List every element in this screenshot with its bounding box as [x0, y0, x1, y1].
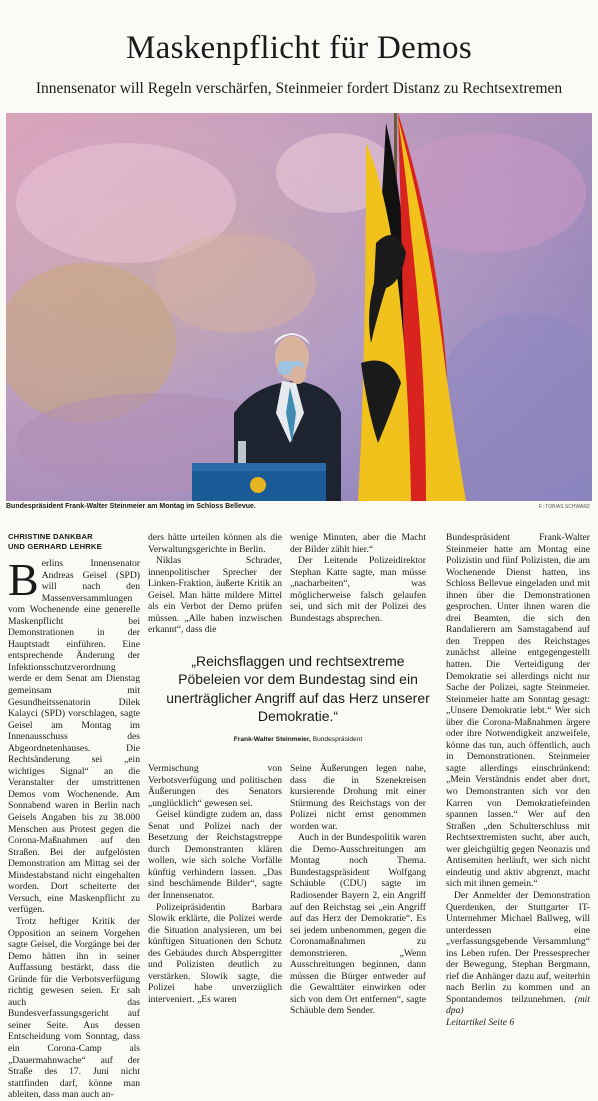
agency-note: (mit dpa)	[446, 993, 590, 1017]
lead-paragraph	[8, 554, 140, 916]
author-2: UND GERHARD LEHRKE	[8, 542, 102, 551]
paragraph: Seine Äußerungen legen nahe, dass die in Szenekreisen kursierende Drohung mit einer Stürmung des Reichstags von der Polizei nicht ernst genommen worden war.	[290, 763, 426, 832]
paragraph: Geisel kündigte zudem an, dass Senat und Polizei nach der Besetzung der Reichstagstreppe durch Demonstranten klären wollen, wie sich solche Vorfälle künftig verhindern lassen. „Das sind beschämende Bilder“, sagte der Innensenator.	[148, 809, 282, 902]
column-4	[446, 532, 590, 1029]
photo-caption: Bundespräsident Frank-Walter Steinmeier am Montag im Schloss Bellevue.	[6, 503, 256, 510]
byline	[8, 532, 140, 552]
quote-author: Frank-Walter Steinmeier,	[233, 735, 311, 743]
paragraph: Auch in der Bundespolitik waren die Demo-Ausschreitungen am Montag noch Thema. Bundestagspräsident Wolfgang Schäuble (CDU) sagte im Radiosender Bayern 2, ein Angriff auf den Reichstag sei „ein Angriff auf das Herz der Demokratie“. Es sei jedem unbenommen, gegen die Coronamaßnahmen zu demonstrieren. „Wenn Ausschreitungen beginnen, dann müssen die Bürger entweder auf die Gewalttäter einwirken oder sich von dem Ort entfernen“, sagte Schäuble dem Sender.	[290, 832, 426, 1017]
column-2	[148, 532, 282, 636]
paragraph: Bundespräsident Frank-Walter Steinmeier hatte am Montag eine Polizistin und fünf Polizisten, die am Wochenende Dienst hatten, ins Schloss Bellevue eingeladen und mit ihnen über die Demonstrationen gesprochen. Unter ihnen waren die drei Beamten, die sich den Randalierern am Samstagabend auf den Treppen des Reichstages zunächst alleine entgegengestellt hatten. Die Verteidigung der Demokratie sei allerdings nicht nur Sache der Polizei, sagte Steinmeier. Steinmeier hatte am Sonntag gesagt: „Unsere Demokratie lebt.“ Wer sich über die Corona-Maßnahmen ärgere oder ihre Notwendigkeit anzweifele, könne das tun, auch öffentlich, auch in Demonstrationen. Steinmeier sagte allerdings einschränkend: „Mein Verständnis endet aber dort, wo Demonstranten sich vor den Karren von Demokratiefeinden spannen lassen.“ Wer auf den Straßen „den Schulterschluss mit Rechtsextremisten sucht, aber auch, wer gleichgültig gegen Neonazis und Antisemiten herläuft, wer sich nicht eindeutig und aktiv abgrenzt, macht sich mit ihnen gemein.“	[446, 532, 590, 890]
quote-source	[160, 736, 436, 743]
lead-text: erlins Innensenator Andreas Geisel (SPD) will nach den Massenversammlungen vom Wochenende eine generelle Maskenpflicht bei Demonstrationen in der Hauptstadt einführen. Eine entsprechende Änderung der Infektionsschutzverordnung werde er dem Senat am Dienstag gemeinsam mit Gesundheitssenatorin Dilek Kalayci (SPD) vorschlagen, sagte Geisel am Montag im Innenausschuss des Abgeordnetenhauses. Die Rechtsänderung sei „ein wichtiges Signal“ an die Veranstalter der umstrittenen Demos vom Wochenende. Am Sonnabend waren in Berlin nach Geisels Angaben bis zu 38.000 Menschen aus Protest gegen die Corona-Maßnahmen auf den Straßen. Bei der aufgelösten Demonstration am Mittag sei der Mindestabstand nicht eingehalten worden. Dort scheiterte der Versuch, eine Maskenpflicht zu verfügen.	[8, 558, 140, 916]
dropcap: B	[8, 554, 39, 605]
quote-text: „Reichsflaggen und rechtsextreme Pöbeleien vor dem Bundestag sind ein unerträglicher Angriff auf das Herz unserer Demokratie.“	[166, 653, 430, 725]
paragraph: Trotz heftiger Kritik der Opposition an seinem Vorgehen sagte Geisel, die Vorgänge bei der Demo hätten ihn in seiner Auffassung bestärkt, dass die Gründe für die Verbotsverfügung richtig gewesen seien. Er sah auch das Bundesverfassungsgericht auf seiner Seite. Aus dessen Entscheidung vom Sonntag, dass ein Corona-Camp als „Dauermahnwache“ auf der Straße des 17. Juni nicht stattfinden darf, könne man ableiten, dass man auch an-	[8, 915, 140, 1101]
headline: Maskenpflicht für Demos	[126, 30, 472, 66]
photo-illustration	[6, 113, 592, 501]
paragraph: Der Leitende Polizeidirektor Stephan Katte sagte, man müsse „nacharbeiten“, was möglicherweise falsch gelaufen sei, und sich mit der Polizei des Bundestags absprechen.	[290, 555, 426, 624]
column-3-lower	[290, 763, 426, 1017]
column-1	[8, 532, 140, 1101]
column-3	[290, 532, 426, 624]
paragraph: ders hätte urteilen können als die Verwaltungsgerichte in Berlin.	[148, 532, 282, 555]
photo-steinmeier	[6, 113, 592, 501]
pull-quote	[160, 652, 436, 743]
subheadline: Innensenator will Regeln verschärfen, Steinmeier fordert Distanz zu Rechtsextremen	[35, 80, 563, 97]
paragraph: Polizeipräsidentin Barbara Slowik erklärte, die Polizei werde die Situation analysieren, um bei künftigen Situationen den Schutz des Gebäudes durch Absperrgitter und Polizisten deutlich zu verstärken. Slowik sagte, die Polizei habe unverzüglich interveniert. „Es waren	[148, 901, 282, 1005]
editorial-reference: Leitartikel Seite 6	[446, 1016, 515, 1028]
paragraph: wenige Minuten, aber die Macht der Bilder zählt hier.“	[290, 532, 426, 555]
photo-credit: F.: TOBIAS SCHWARZ	[538, 504, 590, 510]
paragraph	[446, 890, 590, 1017]
column-2-lower	[148, 763, 282, 1005]
author-1: CHRISTINE DANKBAR	[8, 532, 93, 541]
paragraph-text: Der Anmelder der Demonstration Querdenken, der Stuttgarter IT-Unternehmer Michael Ballweg, will unterdessen eine „verfassungsgebende Versammlung“ ins Leben rufen. Der Pressesprecher der Bewegung, Stephan Bergmann, rief die Anhänger dazu auf, weiterhin nach Berlin zu kommen und an Spontandemos teilzunehmen.	[446, 889, 590, 1005]
paragraph: Niklas Schrader, innenpolitischer Sprecher der Linken-Fraktion, äußerte Kritik an Geisel. Man hätte mildere Mittel als ein Verbot der Demo prüfen müssen. „Alle haben inzwischen erkannt“, dass die	[148, 555, 282, 636]
paragraph: Vermischung von Verbotsverfügung und politischen Äußerungen des Senators „unglücklich“ gewesen sei.	[148, 763, 282, 809]
quote-role: Bundespräsident	[312, 735, 363, 743]
